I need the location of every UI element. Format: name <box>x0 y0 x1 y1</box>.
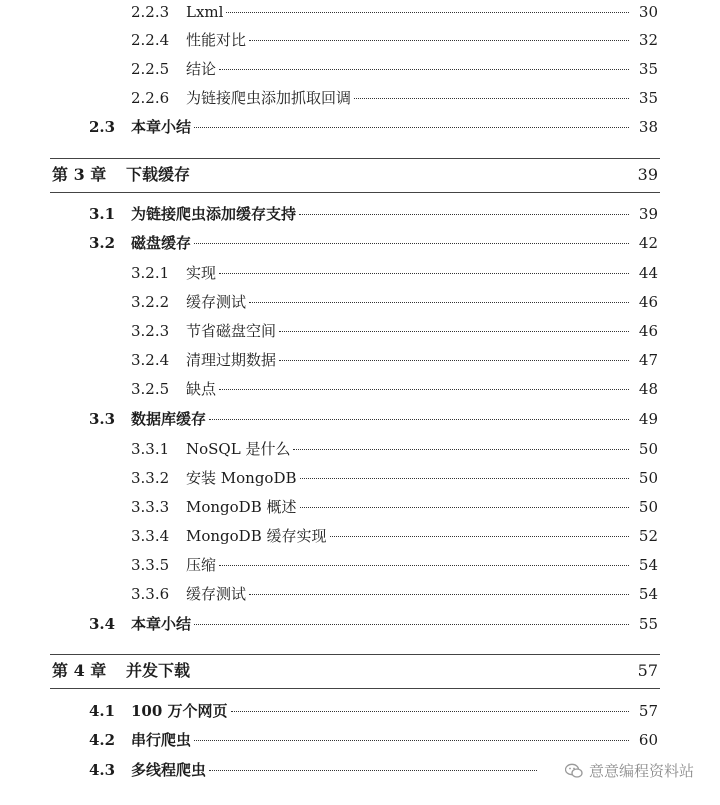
entry-page: 50 <box>638 498 658 516</box>
entry-title: 安装 MongoDB <box>186 469 297 487</box>
entry-page: 54 <box>638 585 658 603</box>
entry-page: 39 <box>638 205 658 223</box>
entry-page: 46 <box>638 322 658 340</box>
entry-page: 46 <box>638 293 658 311</box>
chapter-title: 并发下载 <box>126 661 191 680</box>
entry-page: 44 <box>638 264 658 282</box>
entry-title: 性能对比 <box>186 31 247 49</box>
entry-title: 本章小结 <box>131 118 192 136</box>
entry-number: 3.2.1 <box>131 264 170 282</box>
watermark <box>565 760 694 781</box>
dot-leader <box>354 98 629 99</box>
entry-title: 数据库缓存 <box>131 410 207 428</box>
toc-entry-3-2-4 <box>0 348 720 372</box>
dot-leader <box>194 740 629 741</box>
entry-title: 清理过期数据 <box>186 351 277 369</box>
toc-entry-3-3-6 <box>0 582 720 606</box>
toc-chapter-3 <box>0 161 720 189</box>
entry-number: 2.2.6 <box>131 89 170 107</box>
dot-leader <box>279 360 629 361</box>
entry-page: 35 <box>638 89 658 107</box>
entry-page: 49 <box>638 410 658 428</box>
dot-leader <box>293 449 629 450</box>
entry-page: 52 <box>638 527 658 545</box>
entry-number: 3.3.4 <box>131 527 170 545</box>
dot-leader <box>219 273 629 274</box>
entry-number: 4.3 <box>89 761 116 779</box>
entry-number: 2.3 <box>89 118 116 136</box>
entry-number: 4.2 <box>89 731 116 749</box>
dot-leader <box>219 389 629 390</box>
toc-entry-3-3-2 <box>0 466 720 490</box>
dot-leader <box>194 243 629 244</box>
toc-entry-2-2-3 <box>0 0 720 24</box>
chapter-page: 39 <box>637 165 658 184</box>
entry-title: MongoDB 缓存实现 <box>186 527 327 545</box>
chapter-title: 下载缓存 <box>126 165 191 184</box>
toc-entry-3-3-5 <box>0 553 720 577</box>
entry-number: 2.2.5 <box>131 60 170 78</box>
watermark-text: 意意编程资料站 <box>588 762 694 780</box>
entry-number: 3.3.2 <box>131 469 170 487</box>
toc-entry-3-3 <box>0 407 720 431</box>
toc-chapter-4 <box>0 657 720 685</box>
entry-number: 3.2.4 <box>131 351 170 369</box>
entry-page: 50 <box>638 469 658 487</box>
chapter-page: 57 <box>637 661 658 680</box>
dot-leader <box>226 12 629 13</box>
dot-leader <box>330 536 629 537</box>
toc-entry-4-2 <box>0 728 720 752</box>
chapter-divider <box>50 688 660 689</box>
entry-title: 缓存测试 <box>186 585 247 603</box>
entry-title: 本章小结 <box>131 615 192 633</box>
chapter-divider <box>50 654 660 655</box>
entry-title: MongoDB 概述 <box>186 498 297 516</box>
toc-entry-3-3-3 <box>0 495 720 519</box>
entry-page: 50 <box>638 440 658 458</box>
entry-number: 3.1 <box>89 205 116 223</box>
entry-page: 35 <box>638 60 658 78</box>
dot-leader <box>249 302 629 303</box>
dot-leader <box>219 565 629 566</box>
entry-title: 缓存测试 <box>186 293 247 311</box>
dot-leader <box>194 624 629 625</box>
chapter-divider <box>50 158 660 159</box>
entry-number: 4.1 <box>89 702 116 720</box>
entry-title: 为链接爬虫添加缓存支持 <box>131 205 297 223</box>
dot-leader <box>194 127 629 128</box>
entry-number: 3.3 <box>89 410 116 428</box>
entry-title: 压缩 <box>186 556 217 574</box>
toc-entry-3-2 <box>0 231 720 255</box>
dot-leader <box>300 478 629 479</box>
entry-number: 3.4 <box>89 615 116 633</box>
dot-leader <box>279 331 629 332</box>
entry-title: 结论 <box>186 60 217 78</box>
entry-number: 2.2.3 <box>131 3 170 21</box>
toc-entry-2-2-5 <box>0 57 720 81</box>
toc-entry-3-2-3 <box>0 319 720 343</box>
entry-page: 30 <box>638 3 658 21</box>
entry-page: 38 <box>638 118 658 136</box>
entry-number: 3.3.3 <box>131 498 170 516</box>
entry-title: Lxml <box>186 3 224 21</box>
entry-page: 48 <box>638 380 658 398</box>
entry-number: 3.2.2 <box>131 293 170 311</box>
dot-leader <box>300 507 629 508</box>
toc-entry-2-2-4 <box>0 28 720 52</box>
dot-leader <box>231 711 629 712</box>
entry-page: 42 <box>638 234 658 252</box>
toc-entry-3-3-4 <box>0 524 720 548</box>
dot-leader <box>219 69 629 70</box>
toc-entry-2-2-6 <box>0 86 720 110</box>
entry-title: 100 万个网页 <box>131 702 228 720</box>
chapter-number: 第 4 章 <box>52 661 107 680</box>
entry-page: 54 <box>638 556 658 574</box>
dot-leader <box>249 594 629 595</box>
toc-entry-3-2-2 <box>0 290 720 314</box>
entry-title: 磁盘缓存 <box>131 234 192 252</box>
toc-entry-3-2-1 <box>0 261 720 285</box>
toc-entry-2-3 <box>0 115 720 139</box>
toc-entry-3-2-5 <box>0 377 720 401</box>
entry-number: 3.2.3 <box>131 322 170 340</box>
entry-title: 多线程爬虫 <box>131 761 207 779</box>
entry-title: 串行爬虫 <box>131 731 192 749</box>
entry-title: 缺点 <box>186 380 217 398</box>
entry-number: 3.3.5 <box>131 556 170 574</box>
wechat-icon <box>565 763 583 779</box>
entry-title: 为链接爬虫添加抓取回调 <box>186 89 352 107</box>
entry-number: 3.2 <box>89 234 116 252</box>
dot-leader <box>299 214 629 215</box>
entry-page: 55 <box>638 615 658 633</box>
dot-leader <box>209 770 537 771</box>
toc-entry-4-1 <box>0 699 720 723</box>
toc-entry-3-4 <box>0 612 720 636</box>
entry-page: 32 <box>638 31 658 49</box>
entry-title: 实现 <box>186 264 217 282</box>
entry-title: NoSQL 是什么 <box>186 440 291 458</box>
dot-leader <box>249 40 629 41</box>
entry-number: 2.2.4 <box>131 31 170 49</box>
entry-page: 60 <box>638 731 658 749</box>
chapter-number: 第 3 章 <box>52 165 107 184</box>
entry-number: 3.2.5 <box>131 380 170 398</box>
chapter-divider <box>50 192 660 193</box>
entry-number: 3.3.1 <box>131 440 170 458</box>
toc-entry-3-1 <box>0 202 720 226</box>
toc-entry-3-3-1 <box>0 437 720 461</box>
dot-leader <box>209 419 629 420</box>
entry-page: 57 <box>638 702 658 720</box>
entry-page: 47 <box>638 351 658 369</box>
entry-title: 节省磁盘空间 <box>186 322 277 340</box>
entry-number: 3.3.6 <box>131 585 170 603</box>
